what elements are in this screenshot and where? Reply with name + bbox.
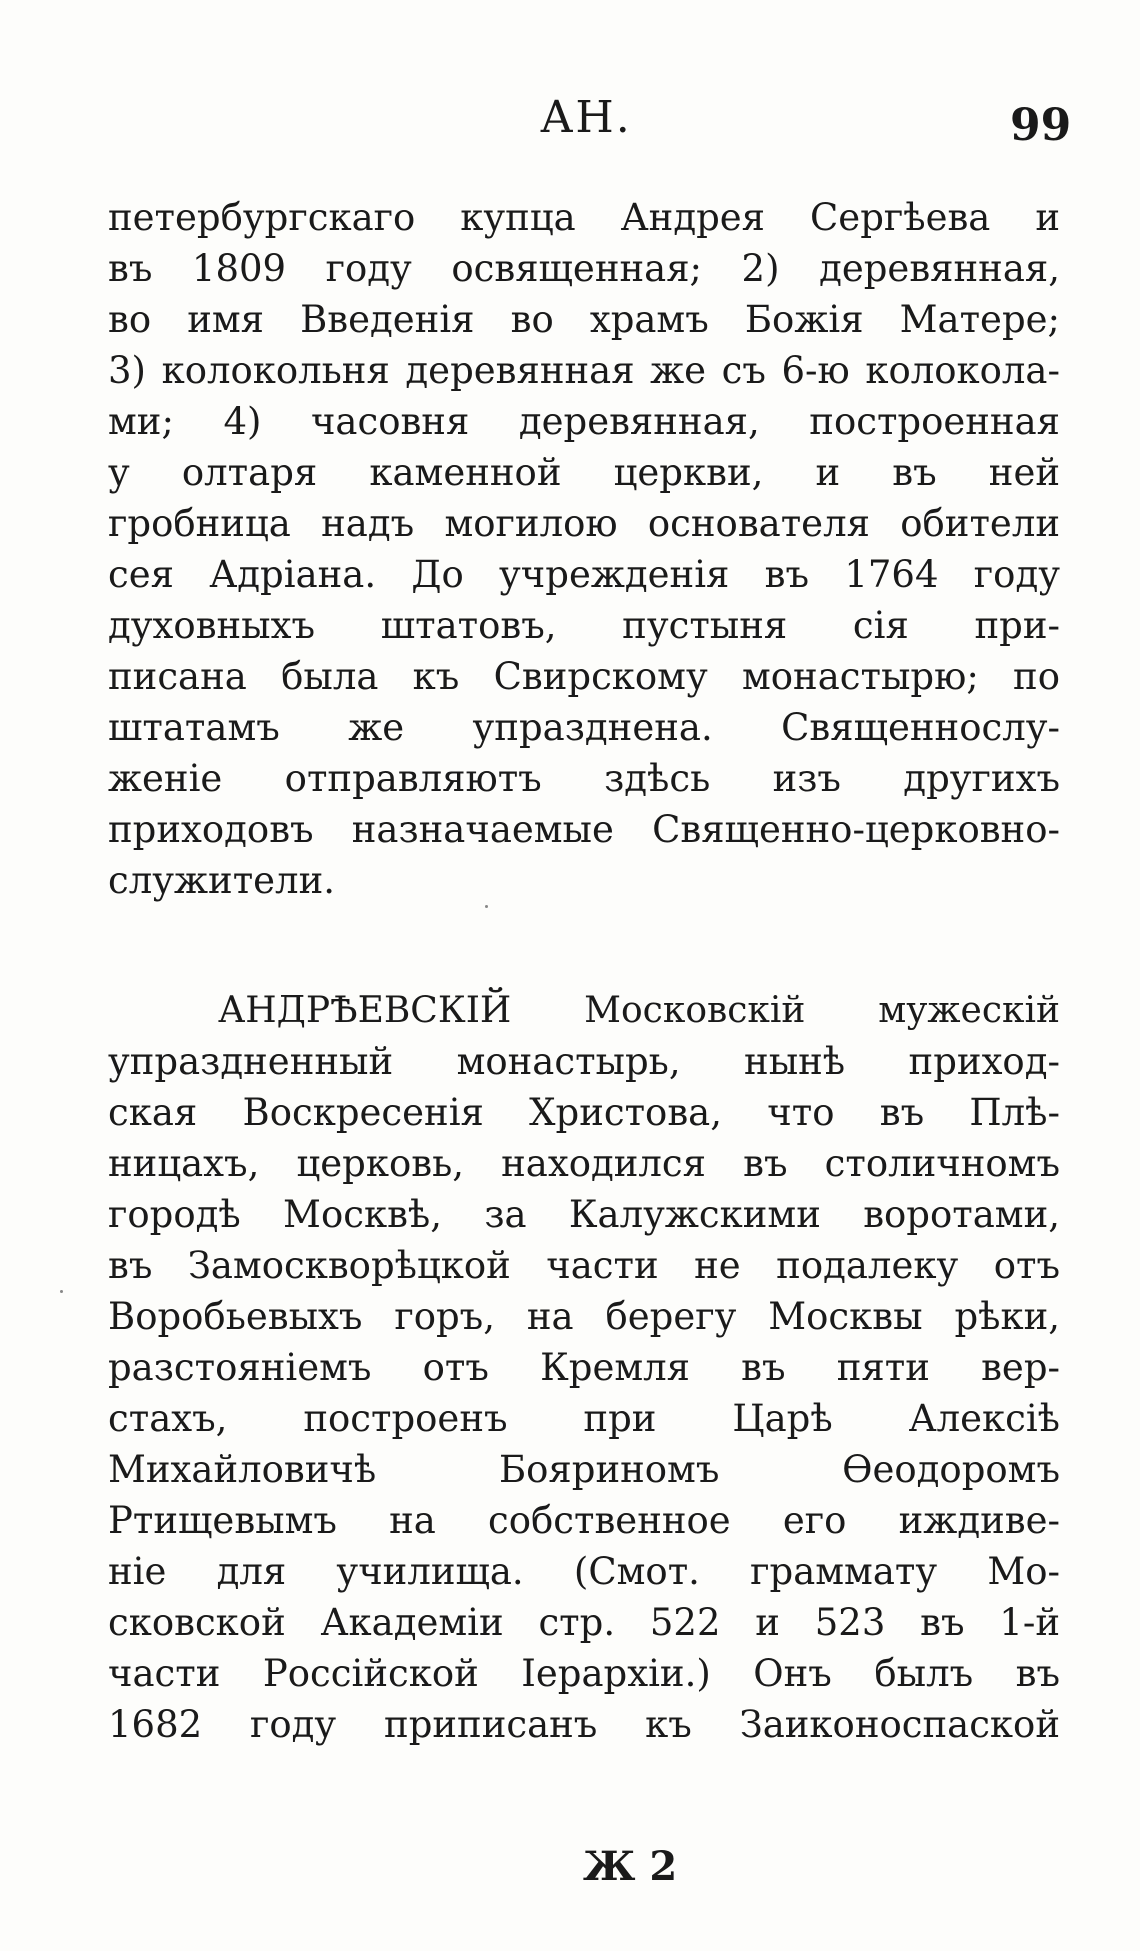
text-line: въ 1809 году освященная; 2) деревянная, <box>108 247 1060 290</box>
text-line: у олтаря каменной церкви, и въ ней <box>108 451 1060 494</box>
text-line: во имя Введенія во храмъ Божія Матере; <box>108 298 1060 341</box>
text-line: 1682 году приписанъ къ Заиконоспаской <box>108 1703 1060 1746</box>
signature-mark: Ж 2 <box>583 1843 678 1890</box>
text-line: приходовъ назначаемые Священно-церковно- <box>108 808 1060 851</box>
text-line: разстояніемъ отъ Кремля въ пяти вер- <box>108 1346 1060 1389</box>
text-line: ми; 4) часовня деревянная, построенная <box>108 400 1060 443</box>
page-number: 99 <box>1010 100 1072 151</box>
running-head-word: АН. <box>540 92 632 143</box>
text-line: сковской Академіи стр. 522 и 523 въ 1-й <box>108 1601 1060 1644</box>
text-line: гробница надъ могилою основателя обители <box>108 502 1060 545</box>
running-head <box>0 92 1140 152</box>
text-line: штатамъ же упразднена. Священнослу- <box>108 706 1060 749</box>
text-line: Ртищевымъ на собственное его иждиве- <box>108 1499 1060 1542</box>
text-line: стахъ, построенъ при Царѣ Алексіѣ <box>108 1397 1060 1440</box>
text-line: писана была къ Свирскому монастырю; по <box>108 655 1060 698</box>
text-line: городѣ Москвѣ, за Калужскими воротами, <box>108 1193 1060 1236</box>
text-line: петербургскаго купца Андрея Сергѣева и <box>108 196 1060 239</box>
text-line: ницахъ, церковь, находился въ столичномъ <box>108 1142 1060 1185</box>
text-line: въ Замоскворѣцкой части не подалеку отъ <box>108 1244 1060 1287</box>
text-line: Воробьевыхъ горъ, на берегу Москвы рѣки, <box>108 1295 1060 1338</box>
text-line: духовныхъ штатовъ, пустыня сія при- <box>108 604 1060 647</box>
text-line: упраздненный монастырь, нынѣ приход- <box>108 1040 1060 1083</box>
text-line: служители. <box>108 859 335 902</box>
text-line: 3) колокольня деревянная же съ 6-ю колокола- <box>108 349 1060 392</box>
entry-heading-line: АНДРѢЕВСКІЙ Московскій мужескій <box>218 990 1060 1031</box>
text-line: части Россійской Іерархіи.) Онъ былъ въ <box>108 1652 1060 1695</box>
text-line: Михайловичѣ Бояриномъ Ѳеодоромъ <box>108 1448 1060 1491</box>
text-line: ская Воскресенія Христова, что въ Плѣ- <box>108 1091 1060 1134</box>
text-line: ніе для училища. (Смот. граммату Мо- <box>108 1550 1060 1593</box>
text-line: женіе отправляютъ здѣсь изъ другихъ <box>108 757 1060 800</box>
entry-andreevsky <box>108 985 1060 1750</box>
print-speck <box>485 905 488 908</box>
text-line: сея Адріана. До учрежденія въ 1764 году <box>108 553 1060 596</box>
print-speck <box>60 1290 63 1293</box>
paragraph-continuation <box>108 192 1060 906</box>
